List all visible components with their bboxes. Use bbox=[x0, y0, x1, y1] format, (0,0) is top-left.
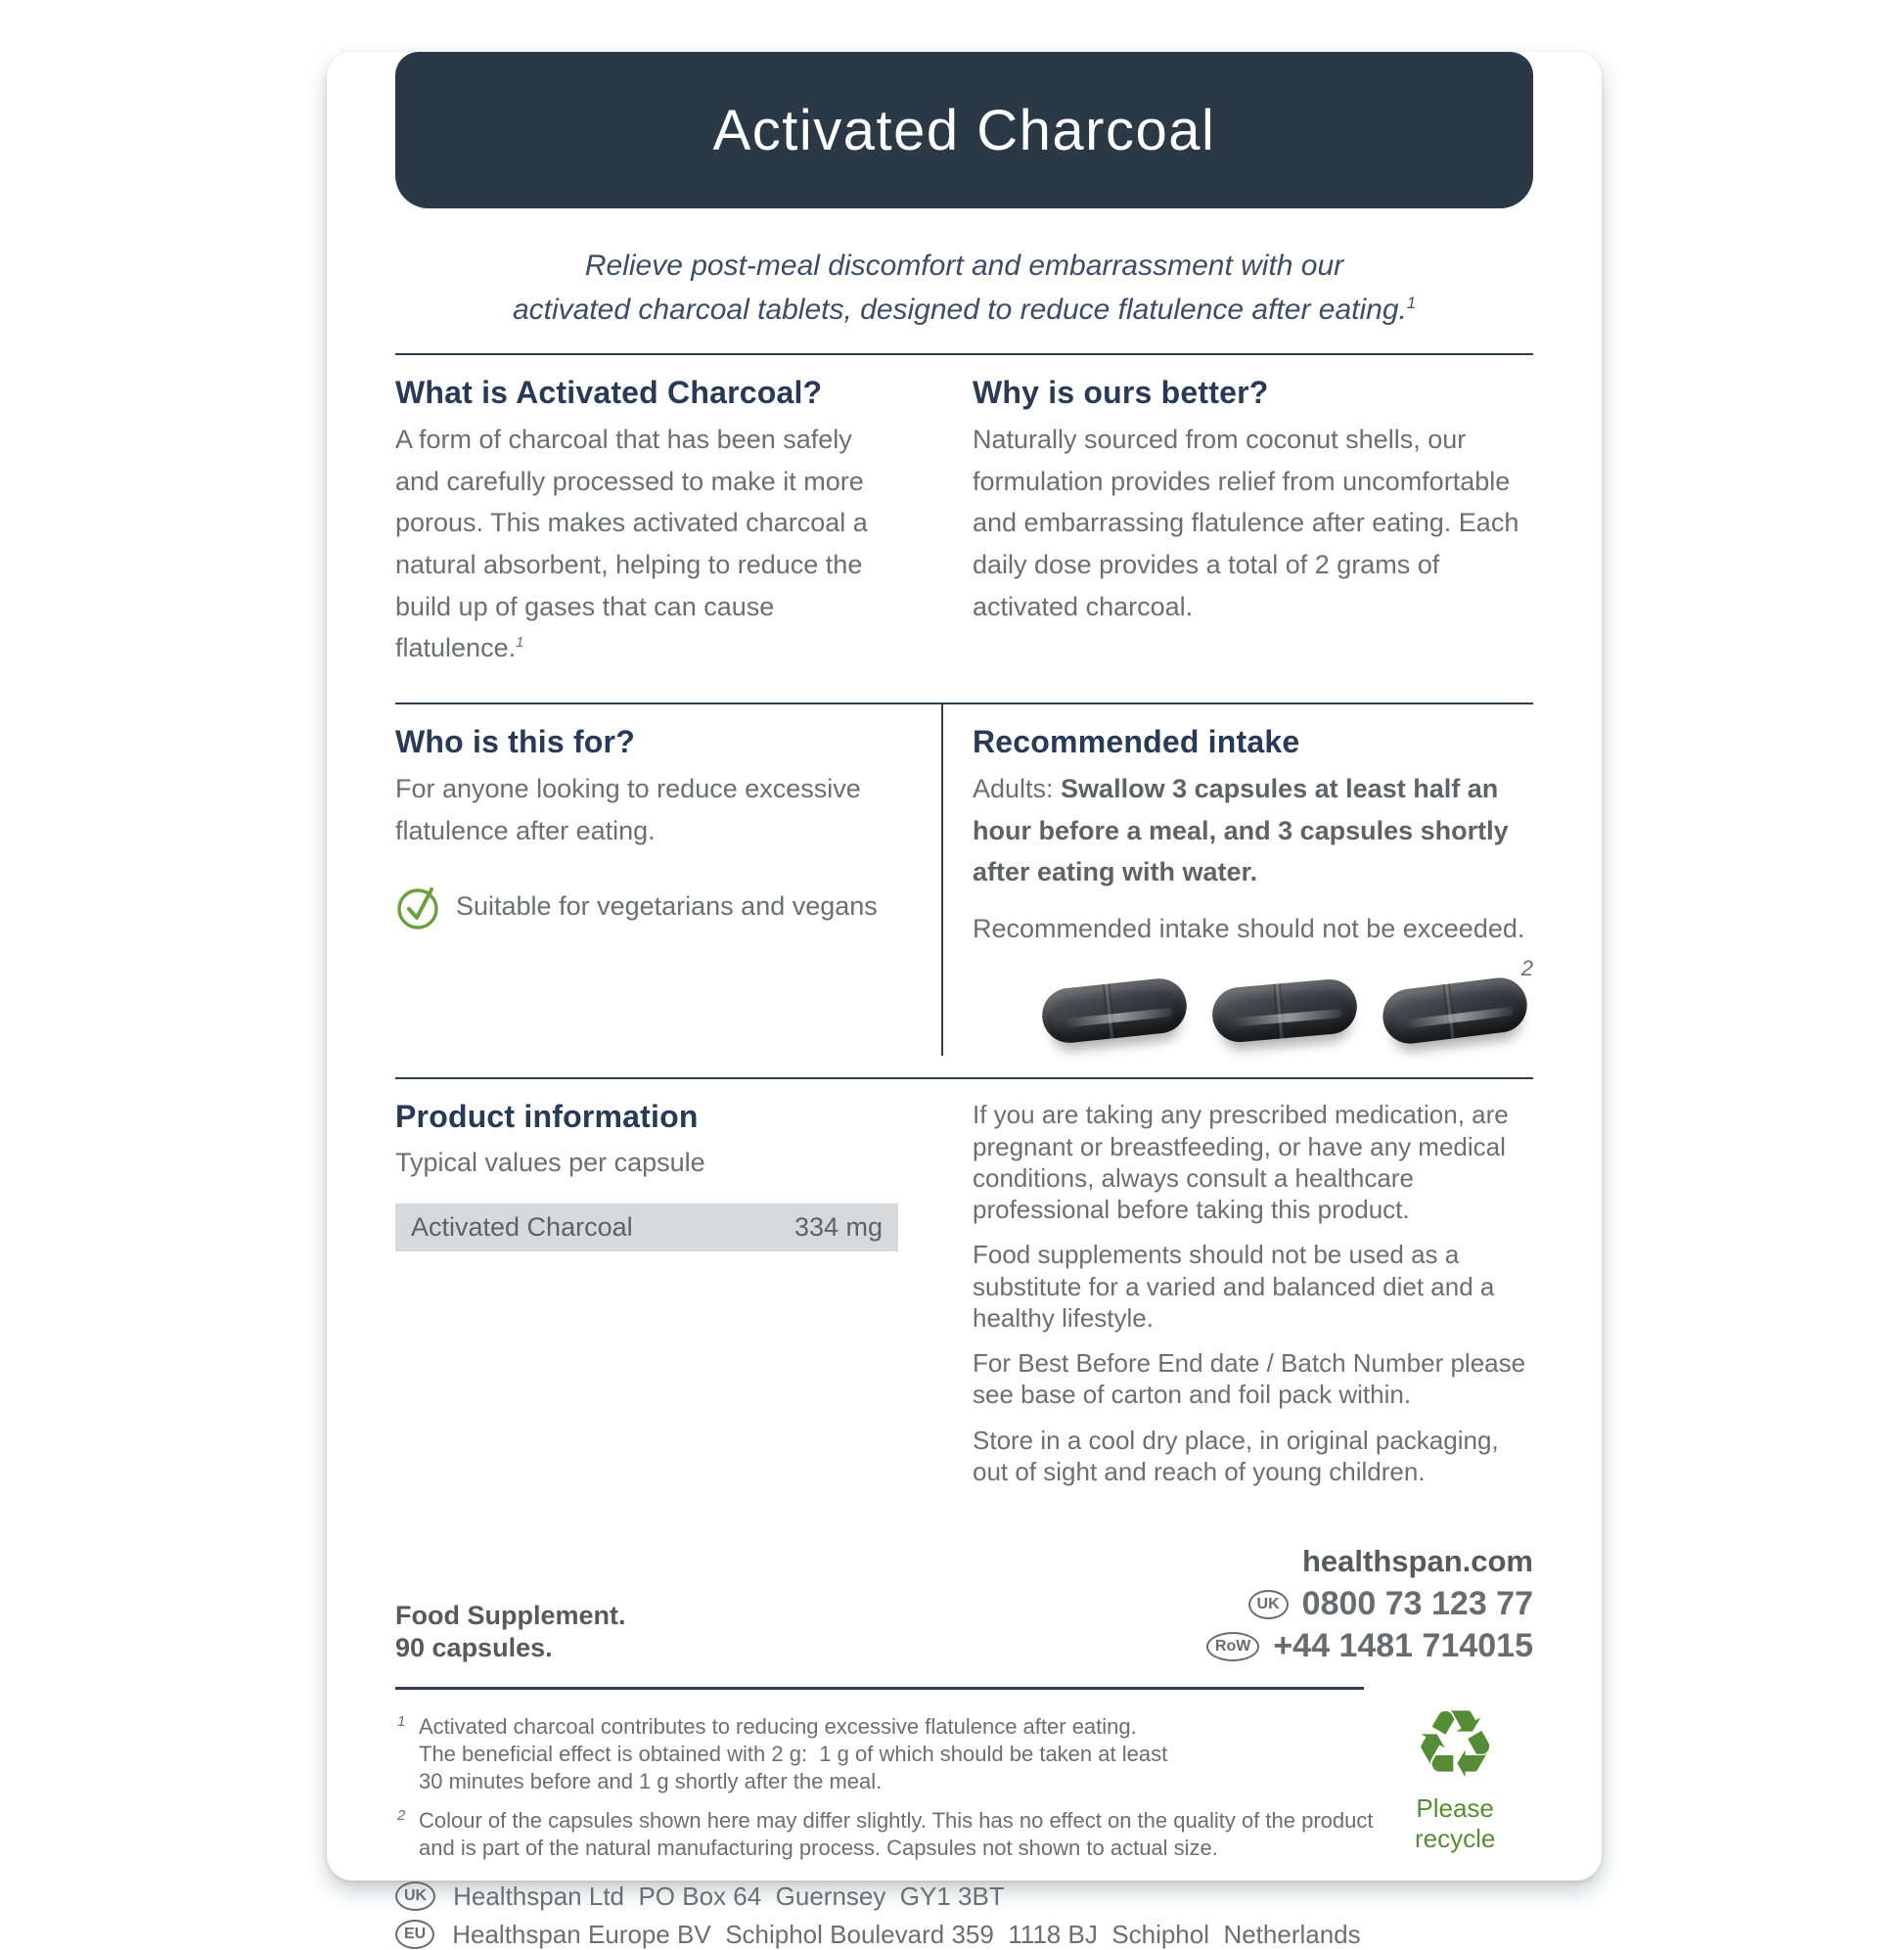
uk-phone-number: 0800 73 123 77 bbox=[1301, 1584, 1533, 1622]
product-title-banner bbox=[395, 52, 1533, 208]
footnote-ref-1: 1 bbox=[516, 635, 524, 652]
capsule-image bbox=[1039, 976, 1189, 1046]
uk-badge: UK bbox=[1248, 1590, 1289, 1619]
footnotes bbox=[395, 1713, 1380, 1874]
section-what-why bbox=[395, 355, 1533, 681]
capsule-image bbox=[1210, 977, 1359, 1045]
uk-address-line bbox=[395, 1882, 1533, 1912]
footnote-1 bbox=[395, 1713, 1377, 1795]
advisory-column bbox=[943, 1079, 1533, 1499]
label-card bbox=[327, 52, 1602, 1949]
why-column bbox=[943, 355, 1533, 681]
why-body: Naturally sourced from coconut shells, our formulation provides relief from uncomfortable and embarrassing flatulence after eating. Each daily dose provides a total of 2 grams of activated charcoal. bbox=[973, 425, 1519, 621]
what-heading: What is Activated Charcoal? bbox=[395, 375, 823, 410]
tagline-line2-text: activated charcoal tablets, designed to reduce flatulence after eating. bbox=[512, 294, 1407, 326]
what-body bbox=[395, 419, 898, 669]
table-row bbox=[395, 1203, 898, 1251]
capsule-image bbox=[1380, 975, 1530, 1048]
footnote-2-text: Colour of the capsules shown here may differ slightly. This has no effect on the quality of the product and is part of the natural manufacturing process. Capsules not shown to actual size. bbox=[419, 1807, 1380, 1860]
recycle-label: Please recycle bbox=[1414, 1793, 1496, 1854]
eu-address-line bbox=[395, 1920, 1533, 1950]
product-info-column bbox=[395, 1079, 943, 1499]
what-column bbox=[395, 355, 943, 681]
ingredient-name: Activated Charcoal bbox=[411, 1212, 633, 1243]
uk-phone-line bbox=[1206, 1585, 1533, 1623]
section-product-advisory bbox=[395, 1079, 1533, 1499]
what-body-text: A form of charcoal that has been safely and carefully processed to make it more porous. This makes activated charcoal a natural absorbent, helping to reduce the build up of gases that can cause flatulence. bbox=[395, 425, 868, 663]
check-icon bbox=[395, 881, 440, 931]
advisory-storage: Store in a cool dry place, in original packaging, out of sight and reach of young children. bbox=[973, 1425, 1499, 1486]
intake-adults-prefix: Adults: bbox=[973, 773, 1062, 803]
vegetarian-check-row bbox=[395, 881, 896, 931]
advisory-medication: If you are taking any prescribed medication, are pregnant or breastfeeding, or have any medical conditions, always consult a healthcare professional before taking this product. bbox=[973, 1100, 1509, 1225]
supplement-contact-row bbox=[395, 1544, 1533, 1665]
eu-badge: EU bbox=[395, 1920, 434, 1949]
addresses bbox=[395, 1882, 1533, 1950]
row-phone-number: +44 1481 714015 bbox=[1273, 1627, 1533, 1665]
footnote-1-marker: 1 bbox=[397, 1713, 406, 1731]
food-supplement-label: Food Supplement. bbox=[395, 1600, 626, 1630]
capsules-photo bbox=[973, 956, 1533, 1048]
recycle-block bbox=[1377, 1690, 1533, 1874]
row-phone-line bbox=[1206, 1627, 1533, 1665]
product-info-heading: Product information bbox=[395, 1099, 699, 1135]
tagline bbox=[395, 244, 1533, 332]
footnote-2-marker: 2 bbox=[397, 1806, 406, 1824]
intake-note: Recommended intake should not be exceeded. bbox=[973, 913, 1525, 943]
vegetarian-label: Suitable for vegetarians and vegans bbox=[456, 890, 878, 921]
advisory-best-before: For Best Before End date / Batch Number please see base of carton and foil pack within. bbox=[973, 1348, 1526, 1410]
footnotes-recycle-row bbox=[395, 1690, 1533, 1874]
eu-address-text: Healthspan Europe BV Schiphol Boulevard 359 1118 BJ Schiphol Netherlands bbox=[452, 1919, 1361, 1949]
supplement-info bbox=[395, 1600, 626, 1666]
why-heading: Why is ours better? bbox=[973, 375, 1269, 410]
section-who-intake bbox=[395, 704, 1533, 1056]
uk-address-text: Healthspan Ltd PO Box 64 Guernsey GY1 3BT bbox=[453, 1881, 1005, 1911]
contact-block bbox=[1206, 1544, 1533, 1665]
footnote-1-line3: 30 minutes before and 1 g shortly after the meal. bbox=[419, 1769, 883, 1794]
product-title: Activated Charcoal bbox=[712, 98, 1216, 162]
footnote-2 bbox=[395, 1806, 1380, 1862]
intake-instructions bbox=[973, 768, 1533, 893]
who-heading: Who is this for? bbox=[395, 723, 635, 759]
footnote-ref-2: 2 bbox=[1520, 956, 1533, 981]
intake-column bbox=[943, 704, 1533, 1056]
ingredient-amount: 334 mg bbox=[793, 1212, 883, 1243]
row-badge: RoW bbox=[1206, 1632, 1259, 1661]
tagline-line1: Relieve post-meal discomfort and embarrassment with our bbox=[584, 249, 1344, 282]
recycle-icon: ♻ bbox=[1413, 1690, 1498, 1800]
footnote-1-line1: Activated charcoal contributes to reducing excessive flatulence after eating. bbox=[419, 1714, 1137, 1740]
advisory-supplements: Food supplements should not be used as a substitute for a varied and balanced diet and a healthy lifestyle. bbox=[973, 1240, 1495, 1333]
website-url: healthspan.com bbox=[1302, 1543, 1533, 1578]
intake-instructions-bold: Swallow 3 capsules at least half an hour before a meal, and 3 capsules shortly after eating with water. bbox=[973, 773, 1509, 887]
capsule-count-label: 90 capsules. bbox=[395, 1633, 553, 1663]
divider-footnotes bbox=[395, 1687, 1364, 1690]
footnote-ref-1: 1 bbox=[1406, 295, 1417, 312]
who-column bbox=[395, 704, 943, 1056]
typical-values-label: Typical values per capsule bbox=[395, 1148, 705, 1178]
tagline-line2 bbox=[395, 288, 1533, 332]
who-body: For anyone looking to reduce excessive flatulence after eating. bbox=[395, 773, 861, 845]
uk-badge: UK bbox=[395, 1882, 435, 1911]
footnote-1-line2: The beneficial effect is obtained with 2 g: 1 g of which should be taken at least bbox=[419, 1742, 1168, 1767]
intake-heading: Recommended intake bbox=[973, 723, 1300, 759]
